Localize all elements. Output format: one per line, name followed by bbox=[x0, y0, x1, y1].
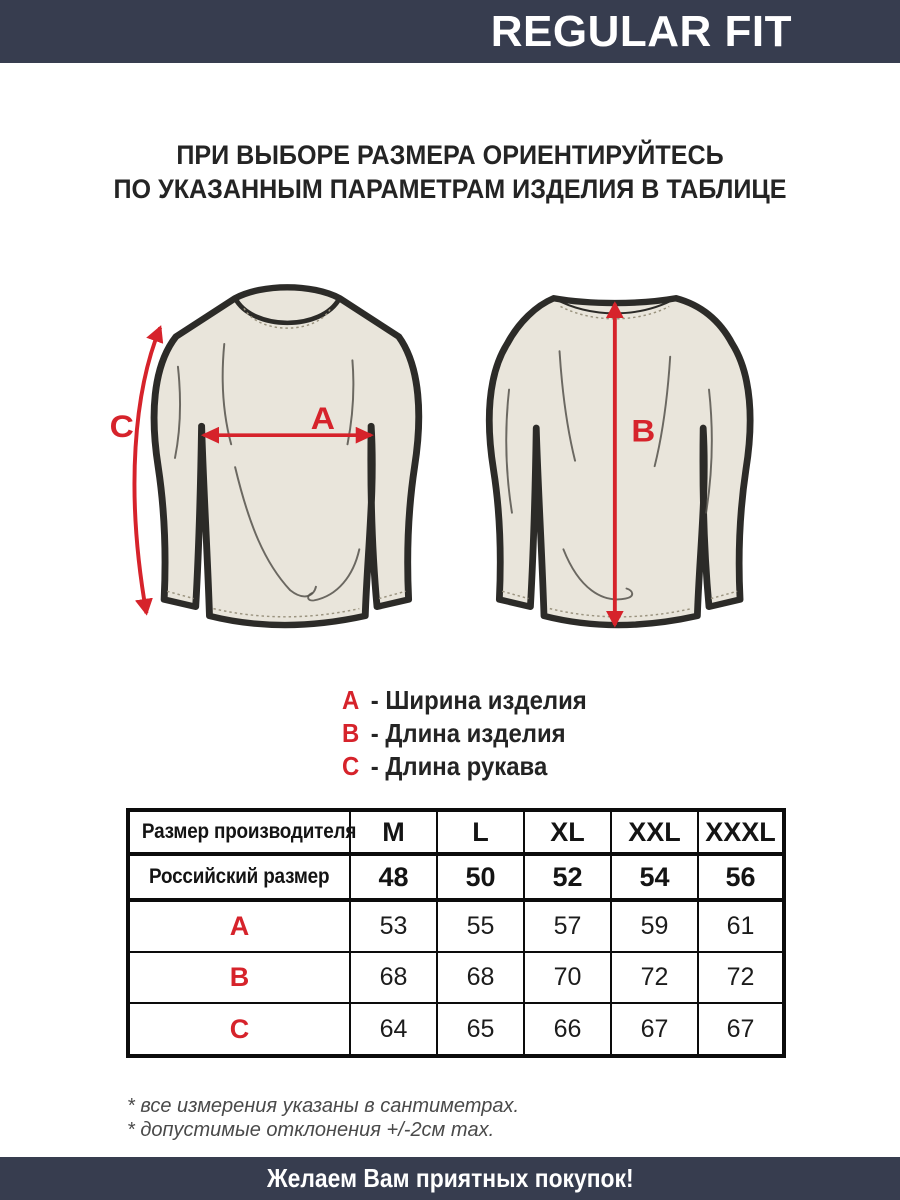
header-bar bbox=[0, 0, 900, 63]
size-cell: 52 bbox=[524, 854, 611, 900]
footer-bar bbox=[0, 1157, 900, 1200]
value-cell: 67 bbox=[698, 1003, 784, 1056]
legend-letter-a: A bbox=[342, 685, 360, 715]
legend-letter-b: B bbox=[342, 718, 360, 748]
footnotes bbox=[127, 1094, 519, 1142]
legend-letter-c: C bbox=[342, 751, 360, 781]
value-cell: 64 bbox=[350, 1003, 437, 1056]
fit-type-title: REGULAR FIT bbox=[490, 7, 792, 56]
value-cell: 59 bbox=[611, 900, 698, 952]
size-cell: 50 bbox=[437, 854, 524, 900]
measurement-row-c bbox=[128, 1003, 784, 1056]
legend-item-c bbox=[342, 750, 587, 783]
size-cell: L bbox=[437, 810, 524, 854]
measurement-row-a bbox=[128, 900, 784, 952]
diagram-label-a: A bbox=[310, 400, 335, 436]
value-cell: 67 bbox=[611, 1003, 698, 1056]
value-cell: 66 bbox=[524, 1003, 611, 1056]
value-cell: 70 bbox=[524, 952, 611, 1003]
front-shirt-outline bbox=[154, 287, 419, 625]
size-cell: XXXL bbox=[698, 810, 784, 854]
legend-item-a bbox=[342, 684, 587, 717]
legend-desc-a: - Ширина изделия bbox=[370, 685, 587, 715]
footnote-1: * все измерения указаны в сантиметрах. bbox=[127, 1095, 520, 1117]
value-cell: 68 bbox=[350, 952, 437, 1003]
russian-size-header: Российский размер bbox=[128, 854, 350, 900]
footnote-2: * допустимые отклонения +/-2см max. bbox=[127, 1119, 495, 1141]
value-cell: 55 bbox=[437, 900, 524, 952]
value-cell: 68 bbox=[437, 952, 524, 1003]
legend-desc-b: - Длина изделия bbox=[370, 718, 566, 748]
value-cell: 65 bbox=[437, 1003, 524, 1056]
value-cell: 61 bbox=[698, 900, 784, 952]
value-cell: 57 bbox=[524, 900, 611, 952]
producer-size-header: Размер производителя bbox=[128, 810, 350, 854]
footer-message: Желаем Вам приятных покупок! bbox=[266, 1163, 634, 1193]
size-cell: 56 bbox=[698, 854, 784, 900]
russian-size-row bbox=[128, 854, 784, 900]
measurement-row-b bbox=[128, 952, 784, 1003]
value-cell: 72 bbox=[698, 952, 784, 1003]
size-cell: 48 bbox=[350, 854, 437, 900]
legend-desc-c: - Длина рукава bbox=[370, 751, 548, 781]
measurement-legend bbox=[342, 684, 608, 783]
row-letter-c: C bbox=[128, 1003, 350, 1056]
intro-line-1: ПРИ ВЫБОРЕ РАЗМЕРА ОРИЕНТИРУЙТЕСЬ bbox=[176, 140, 724, 170]
intro-line-2: ПО УКАЗАННЫМ ПАРАМЕТРАМ ИЗДЕЛИЯ В ТАБЛИЦЕ bbox=[113, 174, 787, 204]
value-cell: 72 bbox=[611, 952, 698, 1003]
size-cell: XXL bbox=[611, 810, 698, 854]
diagram-label-c: C bbox=[109, 409, 134, 444]
value-cell: 53 bbox=[350, 900, 437, 952]
row-letter-a: A bbox=[128, 900, 350, 952]
size-cell: M bbox=[350, 810, 437, 854]
front-shirt-diagram bbox=[105, 280, 450, 636]
back-shirt-diagram bbox=[445, 280, 775, 636]
intro-heading bbox=[32, 138, 869, 206]
size-table bbox=[126, 808, 786, 1058]
diagram-label-b: B bbox=[631, 413, 656, 449]
producer-size-row bbox=[128, 810, 784, 854]
row-letter-b: B bbox=[128, 952, 350, 1003]
legend-item-b bbox=[342, 717, 587, 750]
size-cell: 54 bbox=[611, 854, 698, 900]
size-cell: XL bbox=[524, 810, 611, 854]
